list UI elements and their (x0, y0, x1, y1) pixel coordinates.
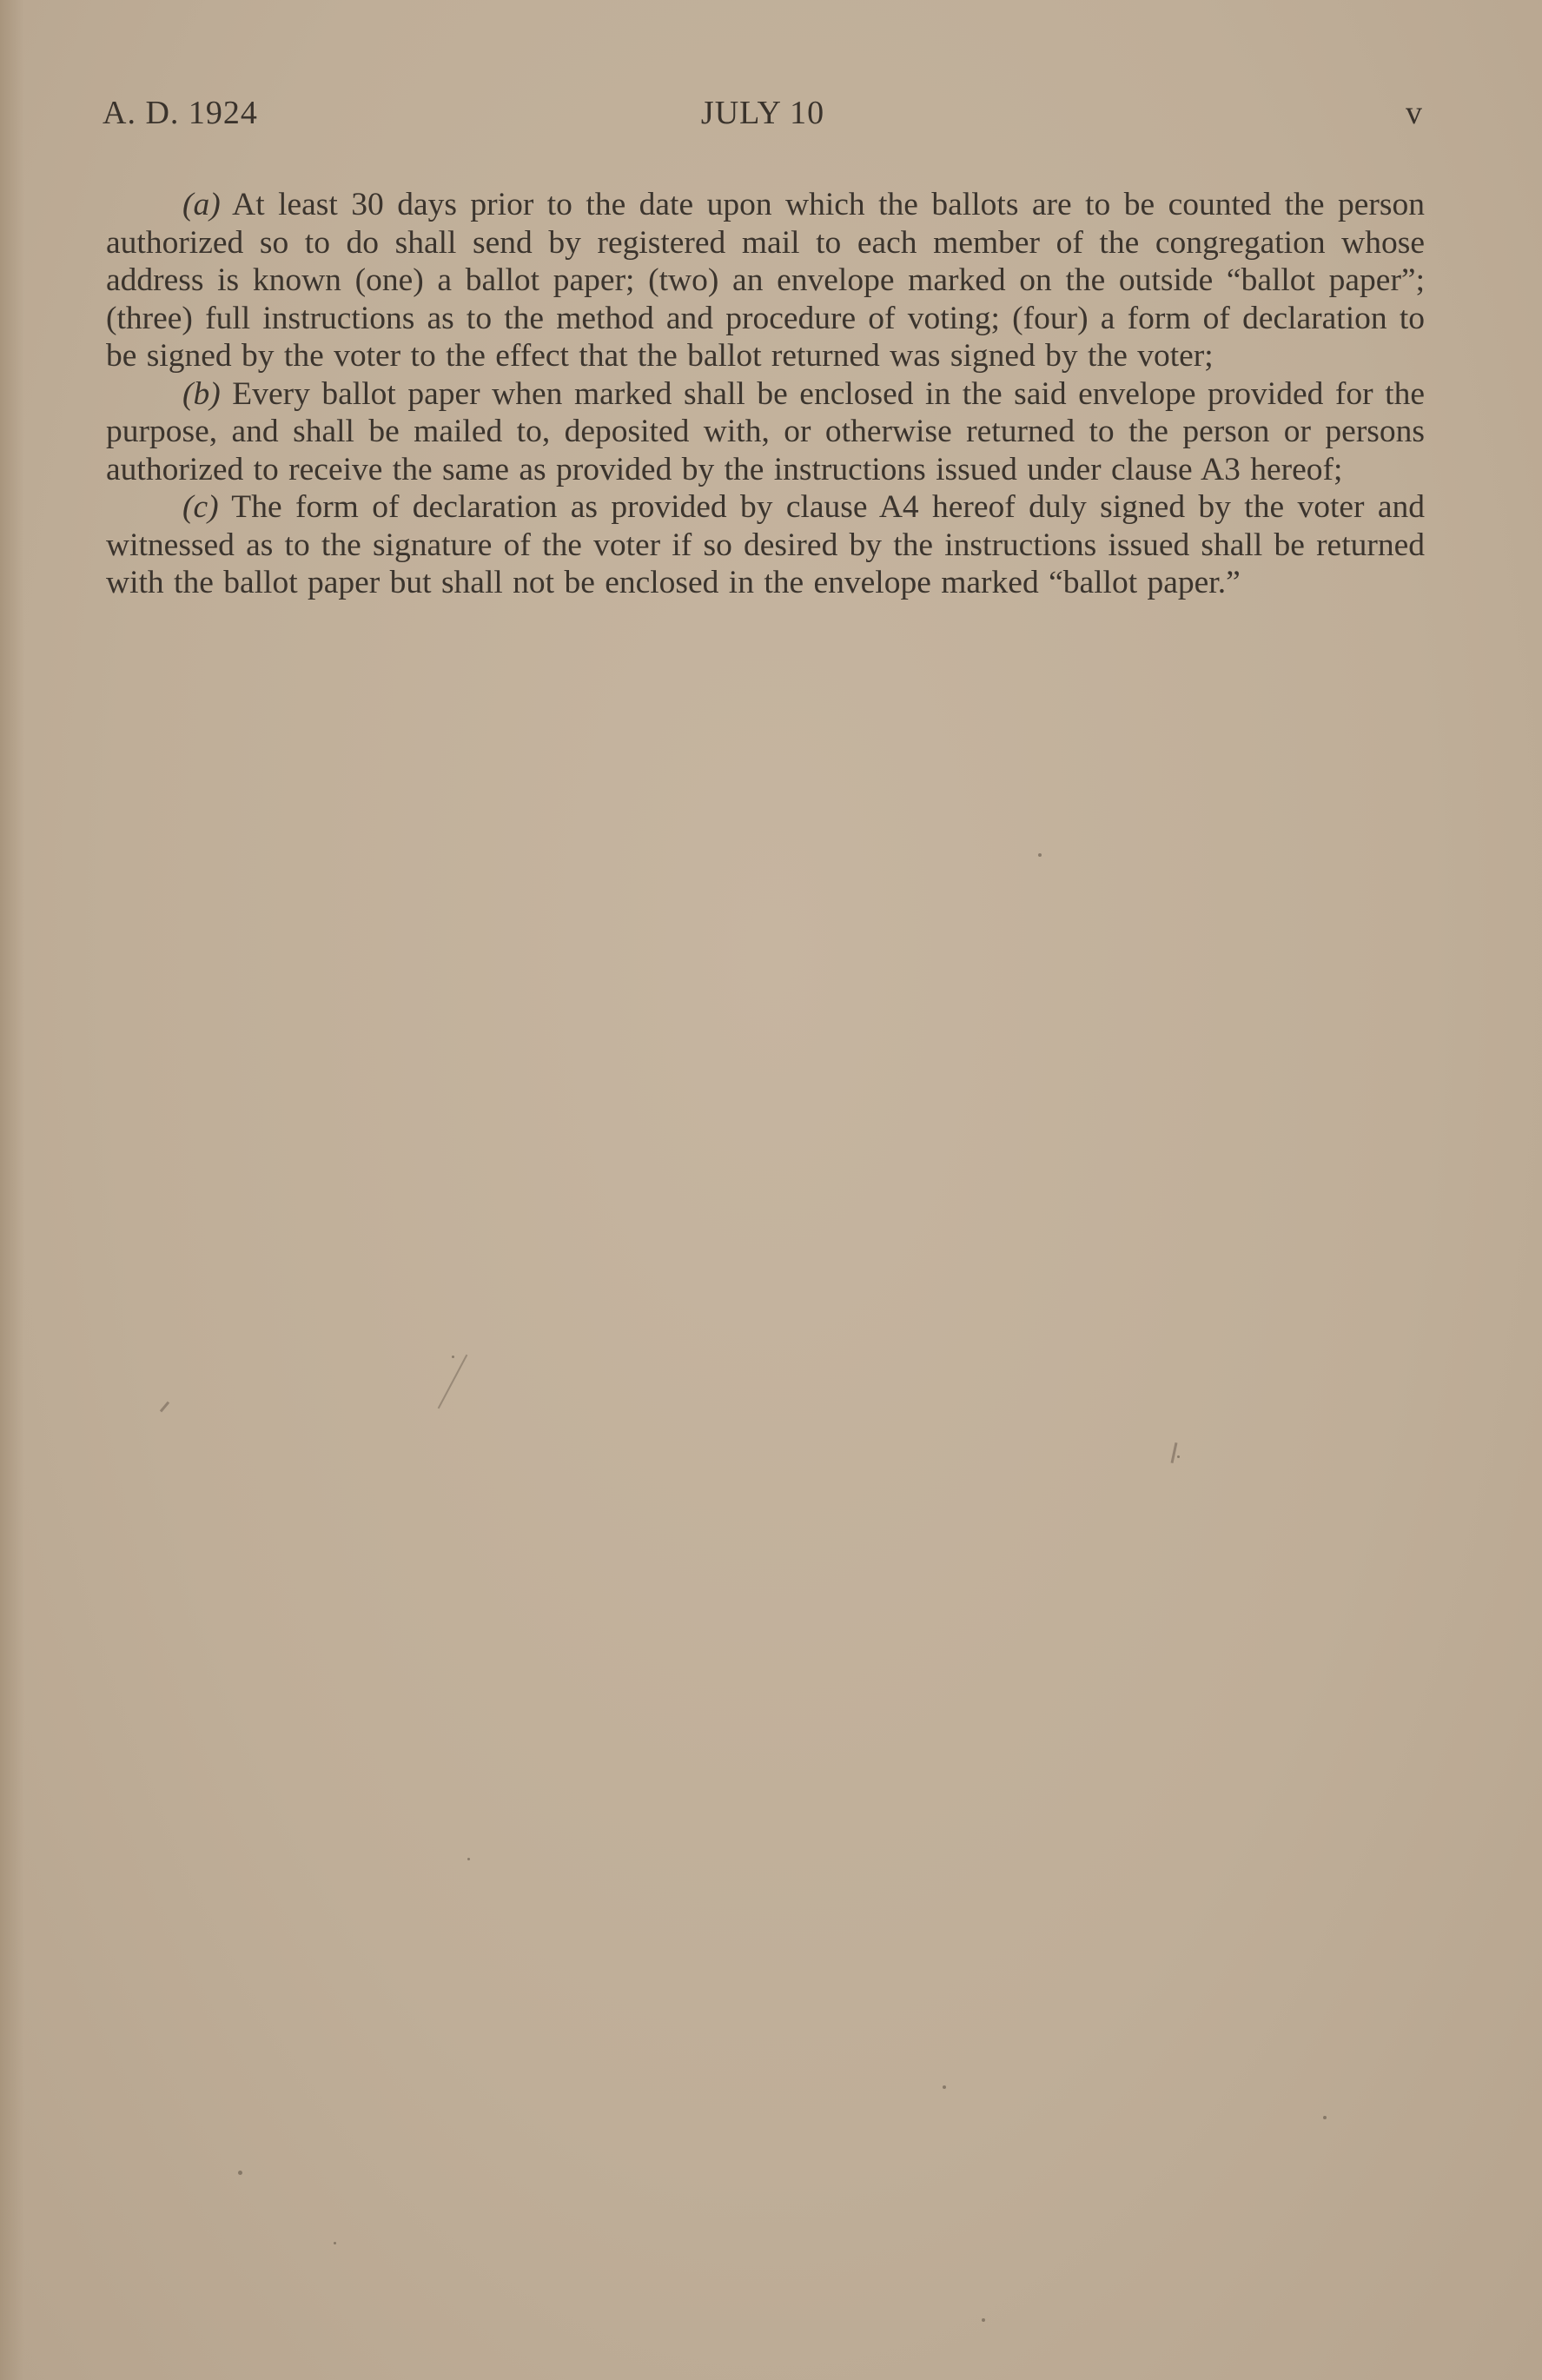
paper-speck (238, 2171, 242, 2175)
paper-fiber (1171, 1442, 1178, 1463)
body-text (106, 186, 1425, 602)
paragraph-b-text: Every ballot paper when marked shall be enclosed in the said envelope provided for the purpose, and shall be mailed to, deposited with, or otherwise returned to the person or persons authorized to receive the same as provided by the instructions issued under clause A3 hereof; (106, 375, 1425, 487)
header-year: A. D. 1924 (103, 95, 258, 131)
paragraph-b (106, 375, 1425, 489)
paper-fiber (160, 1402, 169, 1413)
paper-speck (467, 1858, 470, 1860)
paragraph-a-text: At least 30 days prior to the date upon which the ballots are to be counted the person authorized so to do shall send by registered mail to each member of the congregation whose address is known (one) a ballot paper; (two) an envelope marked on the outside “ballot paper”; (three) full instructions as to the method and procedure of voting; (four) a form of declaration to be signed by the voter to the effect that the ballot returned was signed by the voter; (106, 187, 1425, 374)
header-page-number: v (1406, 95, 1423, 131)
page-edge-shadow (0, 0, 24, 2380)
paragraph-c-text: The form of declaration as provided by clause A4 hereof duly signed by the voter and witnessed as to the signature of the voter if so desired by the instructions issued shall be returned with the ballot paper but shall not be enclosed in the envelope marked “ballot paper.” (106, 489, 1425, 600)
paper-speck (943, 2085, 946, 2089)
page-header (103, 94, 1423, 146)
header-date: JULY 10 (700, 95, 825, 131)
paper-speck (334, 2242, 336, 2244)
paper-speck (1177, 1455, 1180, 1458)
paper-speck (452, 1356, 454, 1358)
clause-label-c: (c) (182, 489, 219, 525)
clause-label-b: (b) (182, 375, 221, 412)
paragraph-c (106, 488, 1425, 602)
paper-speck (1323, 2116, 1327, 2119)
paper-fiber (438, 1355, 468, 1409)
paper-speck (1038, 853, 1042, 857)
clause-label-a: (a) (182, 187, 221, 222)
paragraph-a (106, 186, 1425, 375)
paper-speck (982, 2318, 985, 2322)
